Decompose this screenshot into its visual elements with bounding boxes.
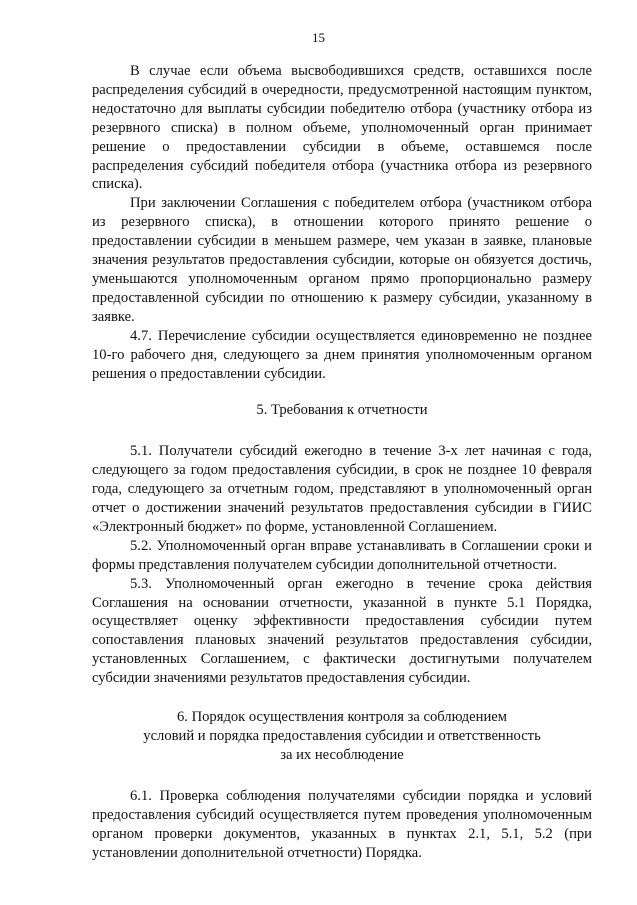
document-body [92,62,592,862]
paragraph-4-7: 4.7. Перечисление субсидии осуществляется единовременно не позднее 10-го рабочего дня, следующего за днем принятия уполномоченным органом решения о предоставлении субсидии. [92,327,592,382]
paragraph-6-1: 6.1. Проверка соблюдения получателями субсидии порядка и условий предоставления субсидий осуществляется путем проведения уполномоченным органом проверки документов, указанных в пунктах 2.1, 5.1, 5.2 (при установлении дополнительной отчетности) Порядка. [92,787,592,861]
paragraph-residual-funds: В случае если объема высвободившихся средств, оставшихся после распределения субсидий в очередности, предусмотренной настоящим пунктом, недостаточно для выплаты субсидии победителю отбора (участнику отбора из резервного списка) в полном объеме, уполномоченный орган принимает решение о предоставлении субсидии в объеме, оставшемся после распределения субсидий победителя отбора (участника отбора из резервного списка). [92,63,592,193]
paragraph-5-1: 5.1. Получатели субсидий ежегодно в течение 3-х лет начиная с года, следующего за годом предоставления субсидии, в срок не позднее 10 февраля года, следующего за отчетным годом, представляют в уполномоченный орган отчет о достижении значений результатов предоставления субсидии в ГИИС «Электронный бюджет» по форме, установленной Соглашением. [92,443,592,535]
section-heading-6-line-2: условий и порядка предоставления субсидии и ответственность [143,728,541,744]
page-number: 15 [312,30,325,45]
section-heading-6-line-1: 6. Порядок осуществления контроля за соблюдением [177,709,507,726]
paragraph-5-3: 5.3. Уполномоченный орган ежегодно в течение срока действия Соглашения на основании отчетности, указанной в пункте 5.1 Порядка, осуществляет оценку эффективности предоставления субсидии путем сопоставления плановых значений результатов предоставления субсидии, установленных Соглашением, с фактически достигнутыми получателем субсидии значениями результатов предоставления субсидии. [92,575,592,687]
section-heading-5: 5. Требования к отчетности [256,402,428,419]
section-heading-6-line-3: за их несоблюдение [280,746,404,763]
paragraph-agreement-reduced-subsidy: При заключении Соглашения с победителем отбора (участником отбора из резервного списка), в отношении которого принято решение о предоставлении субсидии в меньшем размере, чем указан в заявке, плановые значения результатов предоставления субсидии, которые он обязуется достичь, уменьшаются уполномоченным органом прямо пропорционально размеру предоставленной субсидии по отношению к размеру субсидии, указанному в заявке. [92,195,592,325]
paragraph-5-2: 5.2. Уполномоченный орган вправе устанавливать в Соглашении сроки и формы представления получателем субсидии дополнительной отчетности. [92,537,592,573]
